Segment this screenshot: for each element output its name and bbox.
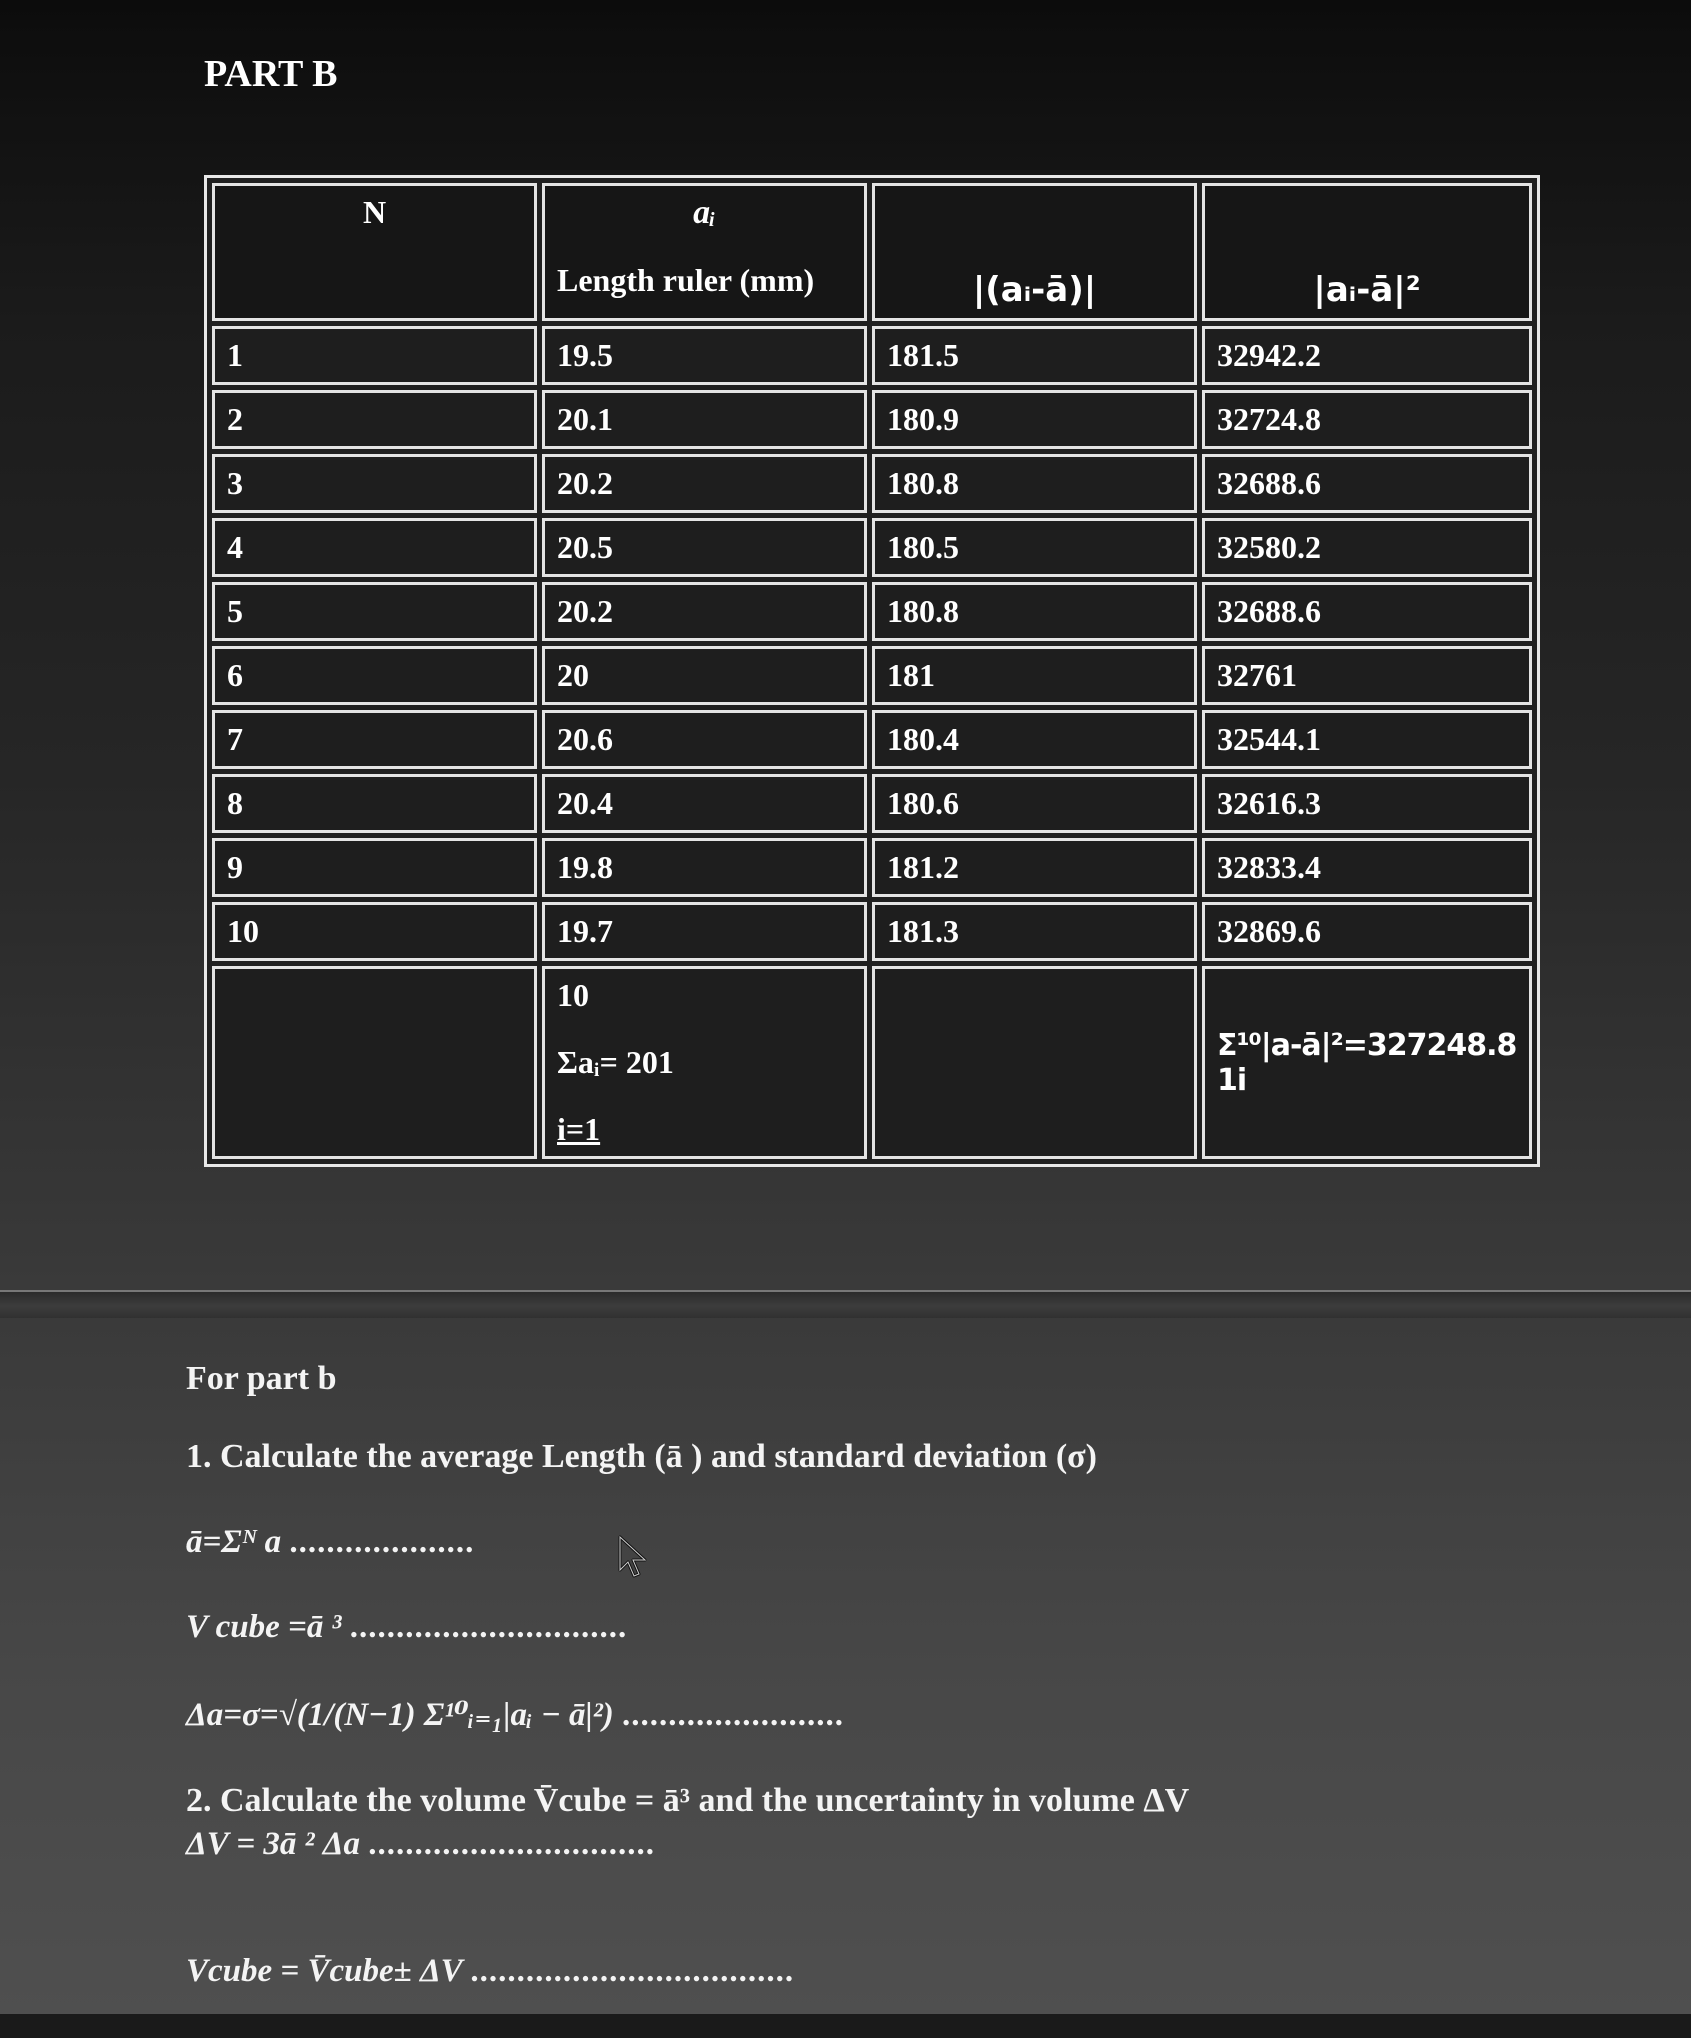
cell-dev: 180.4: [872, 710, 1197, 769]
cell-n: 7: [212, 710, 537, 769]
questions-section: [186, 1360, 1486, 2038]
question-1: 1. Calculate the average Length (ā ) and standard deviation (σ): [186, 1438, 1097, 1475]
mouse-pointer-icon: [617, 1534, 651, 1580]
formula-vcube-blank[interactable]: ..............................: [349, 1609, 628, 1645]
cell-sq: 32869.6: [1202, 902, 1532, 961]
formula-final-blank[interactable]: ...................................: [470, 1953, 795, 1989]
cell-a: 20.2: [542, 454, 867, 513]
table-row: [212, 774, 1532, 833]
header-n: N: [212, 183, 537, 321]
cell-a: 20.2: [542, 582, 867, 641]
header-abs-deviation-text: |(aᵢ-ā)|: [972, 270, 1097, 310]
cell-sq: 32616.3: [1202, 774, 1532, 833]
cell-dev: 181.2: [872, 838, 1197, 897]
header-ai-symbol: aᵢ: [693, 194, 716, 231]
sum-lower-limit: i=1: [557, 1111, 601, 1147]
page-title: PART B: [204, 53, 338, 95]
sum-upper-limit: 10: [557, 977, 589, 1013]
cell-n: 4: [212, 518, 537, 577]
cell-sq: 32688.6: [1202, 582, 1532, 641]
cell-a: 19.7: [542, 902, 867, 961]
cell-sq: 32942.2: [1202, 326, 1532, 385]
formula-dv-text: ΔV = 3ā ² Δa: [186, 1826, 360, 1862]
sum-expression: Σaᵢ= 201: [557, 1044, 674, 1080]
cell-dev: 181.5: [872, 326, 1197, 385]
cell-sq: 32833.4: [1202, 838, 1532, 897]
formula-mean: [186, 1524, 1486, 1561]
header-squared-deviation-text: |aᵢ-ā|²: [1313, 270, 1421, 310]
table-row: [212, 902, 1532, 961]
table-row: [212, 454, 1532, 513]
cell-n: 2: [212, 390, 537, 449]
cell-sq: 32580.2: [1202, 518, 1532, 577]
header-abs-deviation: [872, 183, 1197, 321]
cell-a: 20.5: [542, 518, 867, 577]
cell-a: 19.8: [542, 838, 867, 897]
sum-ai-cell: [542, 966, 867, 1159]
cell-sq: 32544.1: [1202, 710, 1532, 769]
cell-sq: 32688.6: [1202, 454, 1532, 513]
formula-sigma: [186, 1694, 1486, 1734]
formula-final-text: Vcube = V̄cube± ΔV: [186, 1953, 463, 1989]
table-sum-row: [212, 966, 1532, 1159]
formula-sigma-text: Δa=σ=√(1/(N−1) Σ¹⁰ᵢ₌₁|aᵢ − ā|²): [186, 1697, 614, 1733]
table-row: [212, 646, 1532, 705]
cell-dev: 180.5: [872, 518, 1197, 577]
cell-dev: 181.3: [872, 902, 1197, 961]
cell-n: 6: [212, 646, 537, 705]
cell-n: 3: [212, 454, 537, 513]
cell-dev: 180.8: [872, 454, 1197, 513]
formula-vcube-text: V cube =ā ³: [186, 1609, 342, 1645]
cell-dev: 180.6: [872, 774, 1197, 833]
formula-mean-blank[interactable]: ....................: [289, 1524, 475, 1560]
cell-n: 8: [212, 774, 537, 833]
sum-squared-cell: [1202, 966, 1532, 1159]
table-row: [212, 518, 1532, 577]
questions-heading: For part b: [186, 1360, 337, 1397]
sum-empty-cell: [212, 966, 537, 1159]
cell-a: 20.6: [542, 710, 867, 769]
cell-n: 9: [212, 838, 537, 897]
cell-sq: 32761: [1202, 646, 1532, 705]
cell-n: 5: [212, 582, 537, 641]
table-row: [212, 326, 1532, 385]
cell-sq: 32724.8: [1202, 390, 1532, 449]
measurement-table: [204, 175, 1540, 1167]
table-row: [212, 390, 1532, 449]
table-header-row: [212, 183, 1532, 321]
table-row: [212, 582, 1532, 641]
formula-dv: [186, 1826, 1486, 1863]
sum-empty-cell-2: [872, 966, 1197, 1159]
cell-n: 10: [212, 902, 537, 961]
cell-dev: 181: [872, 646, 1197, 705]
cell-dev: 180.9: [872, 390, 1197, 449]
header-ai: [542, 183, 867, 321]
formula-vcube: [186, 1609, 1486, 1646]
sum-squared-expression: Σ¹⁰|a-ā|²=327248.8: [1217, 1027, 1517, 1063]
sum-squared-lower: 1i: [1217, 1062, 1247, 1098]
table-row: [212, 838, 1532, 897]
cell-a: 20.4: [542, 774, 867, 833]
formula-final: [186, 1953, 1486, 1990]
cell-a: 19.5: [542, 326, 867, 385]
cell-n: 1: [212, 326, 537, 385]
cell-a: 20.1: [542, 390, 867, 449]
cell-dev: 180.8: [872, 582, 1197, 641]
formula-sigma-blank[interactable]: ........................: [621, 1697, 844, 1733]
table-row: [212, 710, 1532, 769]
formula-mean-text: ā=Σᴺ a: [186, 1524, 282, 1560]
formula-dv-blank[interactable]: ...............................: [368, 1826, 655, 1862]
header-ai-label: Length ruler (mm): [557, 262, 815, 298]
cell-a: 20: [542, 646, 867, 705]
question-2: 2. Calculate the volume V̄cube = ā³ and the uncertainty in volume ΔV: [186, 1782, 1190, 1819]
header-squared-deviation: [1202, 183, 1532, 321]
